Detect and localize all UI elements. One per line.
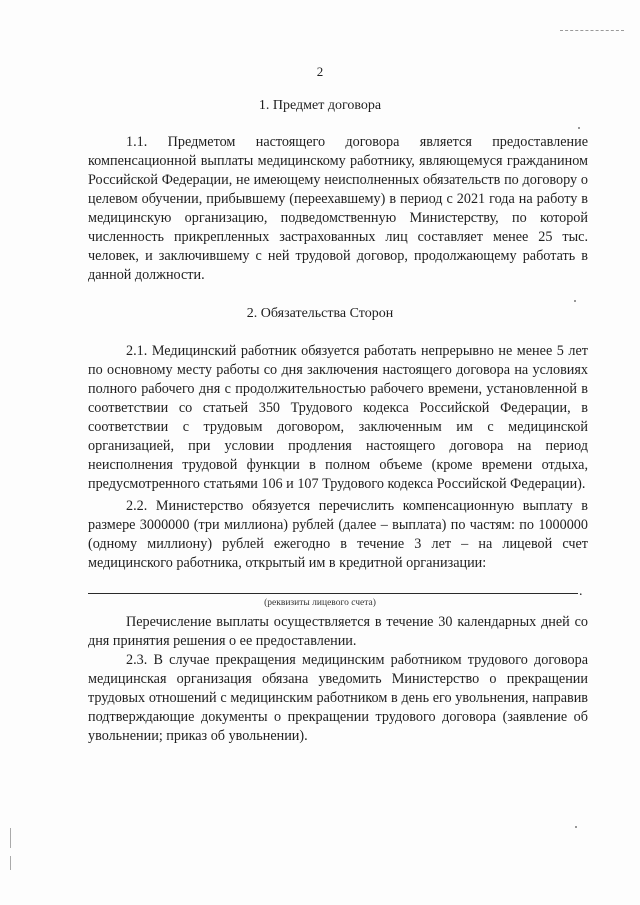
paragraph-2-2 bbox=[88, 497, 588, 573]
paragraph-2-3-text: 2.3. В случае прекращения медицинским работником трудового договора медицинская организация обязана уведомить Министерство о прекращении трудовых отношений с медицинским работником в день его увольнения, направив подтверждающие документы о прекращении трудового договора (заявление об увольнении; приказ об увольнении). bbox=[88, 652, 588, 744]
account-line-end: . bbox=[579, 584, 583, 599]
scan-edge-mark bbox=[10, 828, 11, 848]
account-details-line bbox=[88, 593, 578, 594]
scan-corner-mark bbox=[560, 30, 624, 31]
paragraph-1-1-text: 1.1. Предметом настоящего договора является предоставление компенсационной выплаты медицинскому работнику, являющемуся гражданином Российской Федерации, не имеющему неисполненных обязательств по договору о целевом обучении, прибывшему (переехавшему) в период с 2021 года на работу в медицинскую организацию, подведомственную Министерству, по которой численность прикрепленных застрахованных лиц составляет менее 25 тыс. человек, и заключившему с ней трудовой договор, продолжающему работать в данной должности. bbox=[88, 134, 588, 283]
scan-edge-mark bbox=[10, 856, 11, 870]
scan-speck bbox=[575, 826, 577, 828]
paragraph-transfer bbox=[88, 613, 588, 651]
paragraph-transfer-text: Перечисление выплаты осуществляется в течение 30 календарных дней со дня принятия решения о ее предоставлении. bbox=[88, 614, 588, 649]
page-number: 2 bbox=[316, 64, 324, 79]
paragraph-2-1-text: 2.1. Медицинский работник обязуется работать непрерывно не менее 5 лет по основному месту работы со дня заключения настоящего договора на условиях полного рабочего дня с продолжительностью рабочего времени, установленной в соответствии со статьей 350 Трудового кодекса Российской Федерации, в соответствии с трудовым договором, заключенным им с медицинской организацией, при условии продления настоящего договора на период неисполнения трудовой функции в полном объеме (кроме времени отдыха, предусмотренного статьями 106 и 107 Трудового кодекса Российской Федерации). bbox=[88, 343, 588, 492]
paragraph-2-1 bbox=[88, 342, 588, 494]
paragraph-2-3 bbox=[88, 651, 588, 746]
section-2-heading: 2. Обязательства Сторон bbox=[246, 306, 394, 321]
section-1-heading: 1. Предмет договора bbox=[258, 98, 382, 113]
paragraph-1-1 bbox=[88, 133, 588, 285]
paragraph-2-2-text: 2.2. Министерство обязуется перечислить компенсационную выплату в размере 3000000 (три миллиона) рублей (далее – выплата) по частям: по 1000000 (одному миллиону) рублей ежегодно в течение 3 лет – на лицевой счет медицинского работника, открытый им в кредитной организации: bbox=[88, 498, 588, 571]
scan-speck bbox=[578, 127, 580, 129]
account-details-caption: (реквизиты лицевого счета) bbox=[264, 598, 376, 608]
scan-speck bbox=[574, 300, 576, 302]
